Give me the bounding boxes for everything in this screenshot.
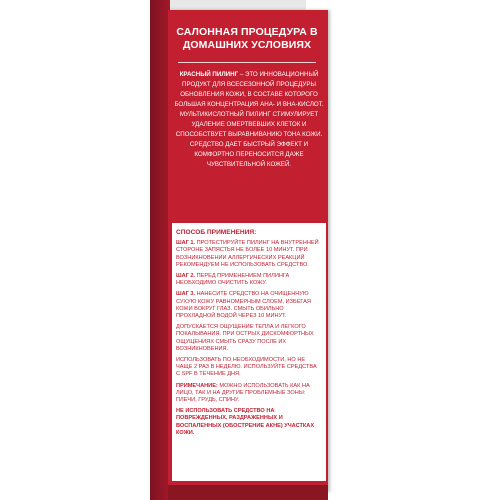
box-side-edge (150, 0, 170, 500)
product-headline: САЛОННАЯ ПРОЦЕДУРА В ДОМАШНИХ УСЛОВИЯХ (176, 26, 318, 51)
remark-text: МОЖНО ИСПОЛЬЗОВАТЬ КАК НА ЛИЦО, ТАК И НА ДРУГИЕ ПРОБЛЕМНЫЕ ЗОНЫ: ПЛЕЧИ, ГРУДЬ, СПИНУ. (176, 382, 310, 404)
step-1-text: ПРОТЕСТИРУЙТЕ ПИЛИНГ НА ВНУТРЕННЕЙ СТОРОНЕ ЗАПЯСТЬЯ НЕ БОЛЕЕ 10 МИНУТ. ПРИ ВОЗНИКНОВЕНИИ АЛЛЕРГИЧЕСКИХ РЕАКЦИЙ РЕКОМЕНДУЕМ НЕ ИСПОЛЬЗОВАТЬ СРЕДСТВО. (176, 240, 319, 268)
step-2-label: ШАГ 2. (176, 273, 196, 280)
step-3-text: НАНЕСИТЕ СРЕДСТВО НА ОЧИЩЕННУЮ СУХУЮ КОЖУ РАВНОМЕРНЫМ СЛОЕМ, ИЗБЕГАЯ КОЖИ ВОКРУГ ГЛАЗ. СМЫТЬ ОБИЛЬНО ПРОХЛАДНОЙ ВОДОЙ ЧЕРЕЗ 10 МИНУТ. (176, 291, 311, 320)
usage-warning: НЕ ИСПОЛЬЗОВАТЬ СРЕДСТВО НА ПОВРЕЖДЕННЫХ, РАЗДРАЖЕННЫХ И ВОСПАЛЕННЫХ (ОБОСТРЕНИЕ АКНЕ) УЧАСТКАХ КОЖИ. (176, 408, 315, 436)
step-1-label: ШАГ 1. (176, 240, 196, 247)
step-2-text: ПЕРЕД ПРИМЕНЕНИЕМ ПИЛИНГА НЕОБХОДИМО ОЧИСТИТЬ КОЖУ. (176, 273, 290, 287)
product-name: КРАСНЫЙ ПИЛИНГ (179, 71, 239, 78)
usage-step-3 (176, 291, 322, 320)
usage-panel (172, 223, 326, 481)
usage-title: СПОСОБ ПРИМЕНЕНИЯ: (176, 229, 257, 236)
product-description (174, 70, 324, 170)
step-3-label: ШАГ 3. (176, 291, 196, 298)
usage-step-2 (176, 273, 322, 287)
usage-note-sensation: ДОПУСКАЕТСЯ ОЩУЩЕНИЕ ТЕПЛА И ЛЕГКОГО ПОКАЛЫВАНИЯ. ПРИ ОСТРЫХ ДИСКОМФОРТНЫХ ОЩУЩЕНИЯХ СМЫТЬ СРАЗУ ПОСЛЕ ИХ ВОЗНИКНОВЕНИЯ. (176, 324, 314, 352)
box-bottom-edge (168, 485, 328, 500)
usage-note-frequency: ИСПОЛЬЗОВАТЬ ПО НЕОБХОДИМОСТИ, НО НЕ ЧАЩЕ 2 РАЗ В НЕДЕЛЮ. ИСПОЛЬЗУЙТЕ СРЕДСТВА С SPF В ТЕЧЕНИЕ ДНЯ. (176, 357, 317, 378)
usage-remark (176, 383, 322, 405)
remark-label: ПРИМЕЧАНИЕ: (176, 382, 218, 389)
usage-step-1 (176, 240, 322, 269)
headline-divider (178, 62, 316, 63)
description-text: – ЭТО ИННОВАЦИОННЫЙ ПРОДУКТ ДЛЯ ВСЕСЕЗОННОЙ ПРОЦЕДУРЫ ОБНОВЛЕНИЯ КОЖИ, В СОСТАВЕ КОТОРОГО БОЛЬШАЯ КОНЦЕНТРАЦИЯ АНА- И BHA-КИСЛОТ. МУЛЬТИКИСЛОТНЫЙ ПИЛИНГ СТИМУЛИРУЕТ УДАЛЕНИЕ ОМЕРТВЕВШИХ КЛЕТОК И СПОСОБСТВУЕТ ВЫРАВНИВАНИЮ ТОНА КОЖИ. СРЕДСТВО ДАЕТ БЫСТРЫЙ ЭФФЕКТ И КОМФОРТНО ПЕРЕНОСИТСЯ ДАЖЕ ЧУВСТВИТЕЛЬНОЙ КОЖЕЙ. (174, 71, 324, 168)
